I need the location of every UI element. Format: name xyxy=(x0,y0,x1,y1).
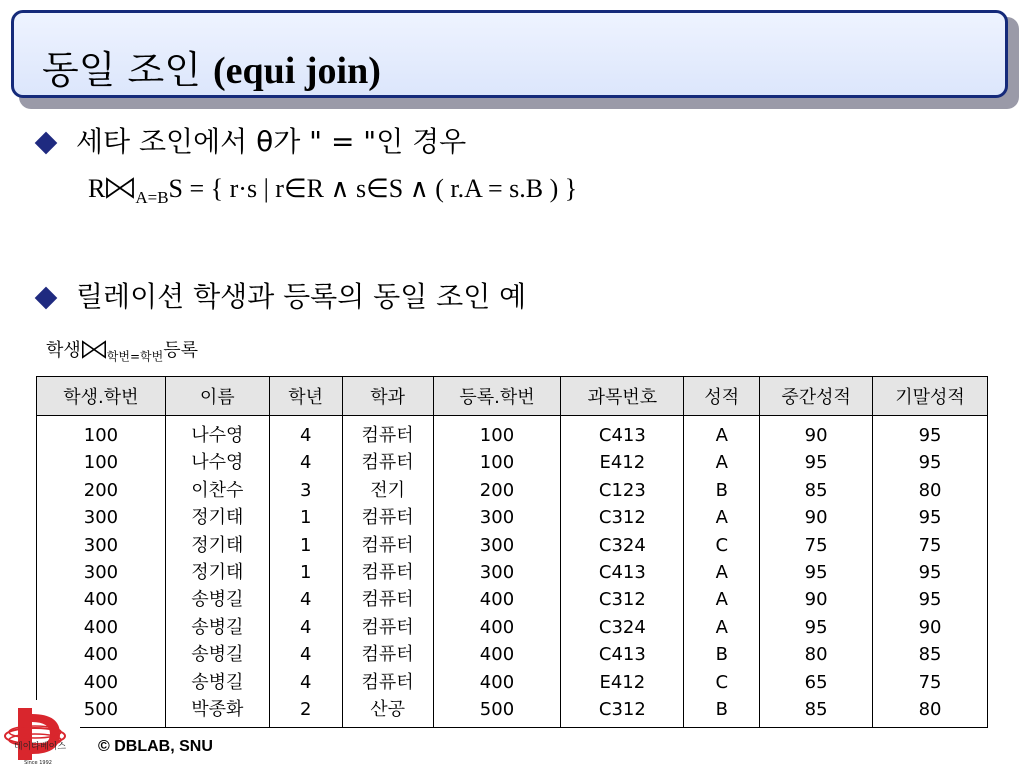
table-cell: A xyxy=(715,425,728,446)
table-header-row xyxy=(37,377,988,416)
dblab-logo xyxy=(0,700,80,768)
table-cell: 송병길 xyxy=(191,671,244,693)
table-column-cell xyxy=(433,416,561,728)
bullet-text-2: 릴레이션 학생과 등록의 동일 조인 예 xyxy=(76,280,527,313)
table-cell: 95 xyxy=(804,561,828,583)
table-cell: 4 xyxy=(299,644,312,666)
table-cell: 400 xyxy=(479,644,515,666)
column-header: 이름 xyxy=(165,377,269,416)
natural-join-icon xyxy=(81,340,107,359)
table-cell: 300 xyxy=(83,534,119,556)
expr-left: 학생 xyxy=(46,340,81,361)
table-cell: 컴퓨터 xyxy=(361,561,414,583)
table-cell: 400 xyxy=(479,589,515,611)
table-cell: 송병길 xyxy=(191,589,244,611)
table-cell: 400 xyxy=(83,644,119,666)
table-cell: 90 xyxy=(804,425,828,446)
table-cell: 100 xyxy=(83,425,119,446)
table-cell: 2 xyxy=(299,698,312,720)
column-header: 기말성적 xyxy=(873,377,988,416)
table-cell: 컴퓨터 xyxy=(361,534,414,556)
table-body xyxy=(37,416,988,728)
bullet-text-1: 세타 조인에서 θ가 " = "인 경우 xyxy=(76,125,467,158)
table-cell: 75 xyxy=(918,534,942,556)
table-cell: 컴퓨터 xyxy=(361,644,414,666)
column-header: 학생.학번 xyxy=(37,377,166,416)
table-cell: 1 xyxy=(299,534,312,556)
table-cell: C xyxy=(715,671,729,693)
natural-join-icon xyxy=(105,177,135,199)
table-cell: 85 xyxy=(918,644,942,666)
title-english: (equi join) xyxy=(213,50,381,92)
table-cell: 90 xyxy=(918,616,942,638)
table-cell: 200 xyxy=(83,479,119,501)
table-cell: 95 xyxy=(918,589,942,611)
table-cell: 400 xyxy=(83,671,119,693)
table-cell: 300 xyxy=(479,507,515,529)
table-cell: 95 xyxy=(918,452,942,474)
table-cell: 100 xyxy=(83,452,119,474)
table-cell: 200 xyxy=(479,479,515,501)
table-cell: 100 xyxy=(479,425,515,446)
expr-right: 등록 xyxy=(163,340,198,361)
table-cell: C413 xyxy=(598,561,646,583)
table-cell: 컴퓨터 xyxy=(361,589,414,611)
table-cell: 이찬수 xyxy=(191,479,244,501)
title-box xyxy=(11,10,1008,98)
table-cell: 4 xyxy=(299,589,312,611)
table-column-cell xyxy=(37,416,166,728)
table-cell: 300 xyxy=(479,561,515,583)
formula-left: R xyxy=(88,174,106,203)
column-header: 성적 xyxy=(684,377,760,416)
table-column-cell xyxy=(561,416,684,728)
table-cell: 박종화 xyxy=(191,698,244,720)
table-cell: 4 xyxy=(299,671,312,693)
table-cell: 95 xyxy=(918,561,942,583)
table-cell: C xyxy=(715,534,729,556)
table-cell: 컴퓨터 xyxy=(361,452,414,474)
table-column-cell xyxy=(873,416,988,728)
table-cell: 400 xyxy=(83,616,119,638)
formula-right: S = { r·s | r∈R ∧ s∈S ∧ ( r.A = s.B ) } xyxy=(168,174,578,203)
table-cell: 400 xyxy=(479,616,515,638)
table-cell: 정기태 xyxy=(191,507,244,529)
table-cell: 3 xyxy=(299,479,312,501)
table-cell: B xyxy=(715,644,728,666)
table-cell: 1 xyxy=(299,507,312,529)
table-cell: 나수영 xyxy=(191,452,244,474)
table-column-cell xyxy=(269,416,342,728)
table-cell: 65 xyxy=(804,671,828,693)
table-cell: 500 xyxy=(479,698,515,720)
table-cell: 85 xyxy=(804,698,828,720)
table-cell: 송병길 xyxy=(191,644,244,666)
table-cell: A xyxy=(715,507,728,529)
join-expression xyxy=(46,336,198,365)
table-cell: E412 xyxy=(599,671,646,693)
table-cell: B xyxy=(715,479,728,501)
table-cell: 80 xyxy=(918,479,942,501)
table-cell: A xyxy=(715,452,728,474)
table-cell: 90 xyxy=(804,507,828,529)
table-cell: C123 xyxy=(598,479,646,501)
table-cell: 400 xyxy=(83,589,119,611)
table-cell: 1 xyxy=(299,561,312,583)
table-cell: 300 xyxy=(83,561,119,583)
table-cell: B xyxy=(715,698,728,720)
table-cell: 500 xyxy=(83,698,119,720)
expr-subscript: 학번=학번 xyxy=(106,349,164,364)
table-cell: C413 xyxy=(598,425,646,446)
table-cell: C324 xyxy=(598,534,646,556)
table-cell: 4 xyxy=(299,452,312,474)
table-cell: 컴퓨터 xyxy=(361,671,414,693)
bullet-diamond-icon xyxy=(35,132,58,155)
logo-text: 데이타베이스 xyxy=(13,742,67,752)
table-cell: 80 xyxy=(804,644,828,666)
column-header: 과목번호 xyxy=(561,377,684,416)
table-cell: 80 xyxy=(918,698,942,720)
table-column-cell xyxy=(342,416,433,728)
table-cell: E412 xyxy=(599,452,646,474)
table-cell: 95 xyxy=(918,507,942,529)
table-cell: A xyxy=(715,616,728,638)
table-cell: A xyxy=(715,561,728,583)
table-cell: 나수영 xyxy=(191,425,244,446)
column-header: 학년 xyxy=(269,377,342,416)
column-header: 중간성적 xyxy=(760,377,873,416)
table-cell: 정기태 xyxy=(191,561,244,583)
table-cell: 송병길 xyxy=(191,616,244,638)
table-cell: 4 xyxy=(299,616,312,638)
table-cell: A xyxy=(715,589,728,611)
column-header: 학과 xyxy=(342,377,433,416)
table-cell: 75 xyxy=(804,534,828,556)
table-cell: 전기 xyxy=(370,479,405,501)
table-cell: C312 xyxy=(598,589,646,611)
table-cell: 4 xyxy=(299,425,312,446)
column-header: 등록.학번 xyxy=(433,377,561,416)
table-cell: 95 xyxy=(804,452,828,474)
formula-subscript: A=B xyxy=(135,188,169,208)
table-column-cell xyxy=(165,416,269,728)
table-cell: 컴퓨터 xyxy=(361,507,414,529)
logo-since: Since 1992 xyxy=(24,760,52,766)
table-cell: 300 xyxy=(83,507,119,529)
table-cell: 산공 xyxy=(370,698,405,720)
table-column-cell xyxy=(760,416,873,728)
table-cell: 75 xyxy=(918,671,942,693)
table-cell: 100 xyxy=(479,452,515,474)
table-cell: 400 xyxy=(479,671,515,693)
table-cell: 90 xyxy=(804,589,828,611)
table-column-cell xyxy=(684,416,760,728)
table-cell: 95 xyxy=(804,616,828,638)
table-cell: 정기태 xyxy=(191,534,244,556)
table-cell: 85 xyxy=(804,479,828,501)
copyright-text: © DBLAB, SNU xyxy=(98,738,213,755)
equi-join-formula xyxy=(88,174,577,208)
title-korean: 동일 조인 xyxy=(42,48,201,92)
table-cell: C312 xyxy=(598,698,646,720)
table-cell: 95 xyxy=(918,425,942,446)
bullet-diamond-icon xyxy=(35,287,58,310)
table-cell: 300 xyxy=(479,534,515,556)
table-cell: 컴퓨터 xyxy=(361,616,414,638)
result-table xyxy=(36,376,988,728)
table-cell: 컴퓨터 xyxy=(361,425,414,446)
slide-title xyxy=(42,39,381,94)
table-cell: C413 xyxy=(598,644,646,666)
table-cell: C324 xyxy=(598,616,646,638)
table-cell: C312 xyxy=(598,507,646,529)
